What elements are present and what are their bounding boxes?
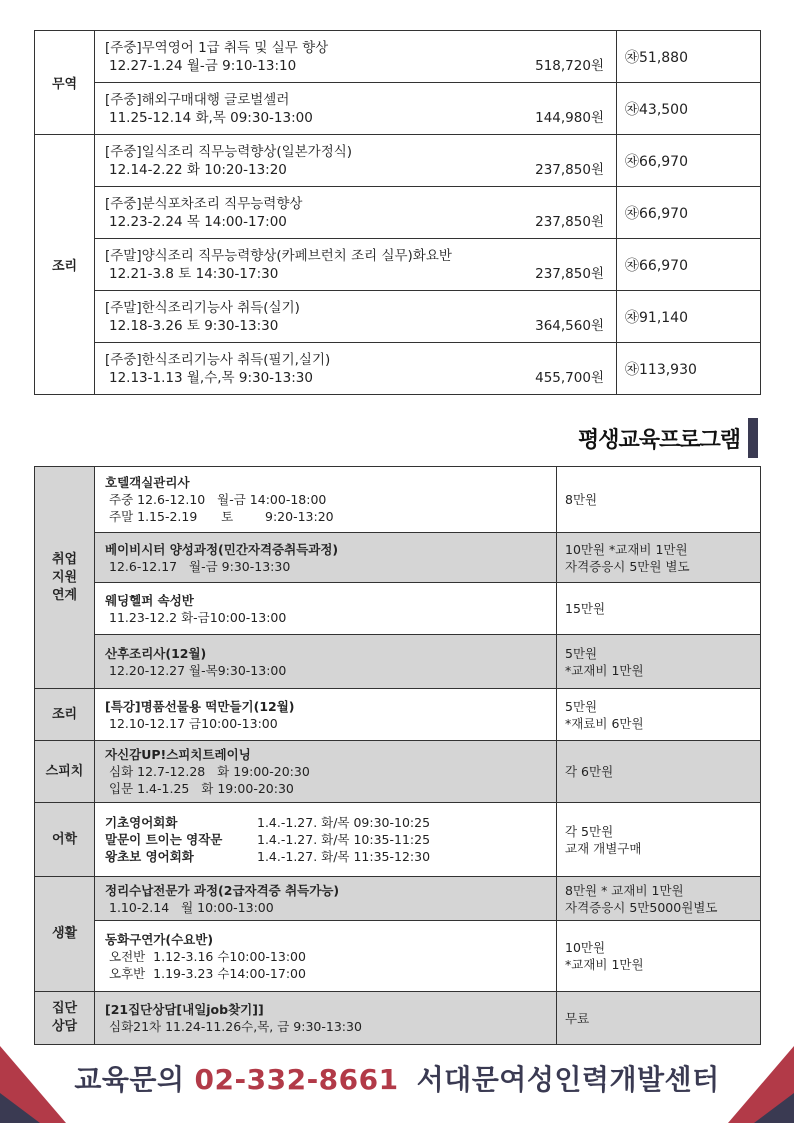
course-price: 144,980원 <box>535 110 604 126</box>
list-item <box>105 831 548 848</box>
course-price: 518,720원 <box>535 58 604 74</box>
self-pay-cell: ㉶113,930 <box>617 343 761 395</box>
table-row <box>35 741 761 803</box>
course-title: [주중]무역영어 1급 취득 및 실무 향상 <box>105 40 329 56</box>
course-cell <box>95 533 557 583</box>
table-row <box>35 921 761 992</box>
course-schedule: 1.10-2.14 월 10:00-13:00 <box>109 899 274 915</box>
table-row <box>35 83 761 135</box>
course-schedule: 12.21-3.8 토 14:30-17:30 <box>109 266 279 282</box>
course-cell <box>95 583 557 635</box>
course-title: 정리수납전문가 과정(2급자격증 취득가능) <box>105 882 340 898</box>
course-cell <box>95 135 617 187</box>
course-title: 산후조리사(12월) <box>105 645 207 661</box>
course-schedule: 오후반 1.19-3.23 수14:00-17:00 <box>109 965 306 981</box>
category-cell <box>35 741 95 803</box>
course-schedule: 주중 12.6-12.10 월-금 14:00-18:00 <box>109 492 327 507</box>
category-cell: 조리 <box>35 135 95 395</box>
footer-center-name: 서대문여성인력개발센터 <box>416 1063 720 1096</box>
table-row <box>35 803 761 877</box>
course-schedule: 1.4.-1.27. 화/목 11:35-12:30 <box>257 849 431 864</box>
table-row <box>35 992 761 1045</box>
course-title: 동화구연가(수요반) <box>105 931 214 947</box>
course-schedule: 입문 1.4-1.25 화 19:00-20:30 <box>109 781 294 796</box>
fee-text: 10만원 *교재비 1만원 <box>565 541 688 557</box>
fee-cell <box>557 689 761 741</box>
course-schedule: 주말 1.15-2.19 토 9:20-13:20 <box>109 509 334 524</box>
category-label: 조리 <box>51 706 78 722</box>
course-schedule: 11.23-12.2 화-금10:00-13:00 <box>109 609 287 625</box>
course-schedule: 심화21차 11.24-11.26수,목, 금 9:30-13:30 <box>109 1019 362 1034</box>
table-row <box>35 31 761 83</box>
fee-cell <box>557 583 761 635</box>
course-cell <box>95 689 557 741</box>
self-pay-cell: ㉶91,140 <box>617 291 761 343</box>
fee-text: 무료 <box>565 1010 590 1026</box>
course-title: 왕초보 영어회화 <box>105 849 194 864</box>
course-schedule: 1.4.-1.27. 화/목 10:35-11:25 <box>257 832 431 847</box>
course-title: [21집단상담[내일job찾기]] <box>105 1002 264 1017</box>
table-row <box>35 467 761 533</box>
table-row <box>35 689 761 741</box>
course-price: 364,560원 <box>535 318 604 334</box>
course-title: 호텔객실관리사 <box>105 475 190 490</box>
course-cell <box>95 992 557 1045</box>
fee-text: 15만원 <box>565 601 606 616</box>
course-table-top <box>34 30 761 395</box>
table-row <box>35 187 761 239</box>
course-title: [주말]한식조리기능사 취득(실기) <box>105 300 300 316</box>
fee-cell <box>557 921 761 992</box>
course-schedule: 12.18-3.26 토 9:30-13:30 <box>109 318 279 334</box>
fee-note: 자격증응시 5만5000원별도 <box>565 899 718 915</box>
category-label: 집단 상담 <box>51 1001 78 1034</box>
course-cell <box>95 635 557 689</box>
course-schedule: 11.25-12.14 화,목 09:30-13:00 <box>109 110 313 126</box>
table-row <box>35 239 761 291</box>
fee-cell <box>557 877 761 921</box>
fee-text: 8만원 * 교재비 1만원 <box>565 882 684 898</box>
fee-cell <box>557 467 761 533</box>
course-title: [주말]양식조리 직무능력향상(카페브런치 조리 실무)화요반 <box>105 248 452 264</box>
course-cell <box>95 803 557 877</box>
category-cell <box>35 689 95 741</box>
fee-cell <box>557 803 761 877</box>
table-row <box>35 533 761 583</box>
self-pay-cell: ㉶66,970 <box>617 187 761 239</box>
category-label: 스피치 <box>45 763 84 779</box>
course-cell <box>95 187 617 239</box>
fee-note: *교재비 1만원 <box>565 957 644 972</box>
course-cell <box>95 83 617 135</box>
fee-note: *교재비 1만원 <box>565 662 644 678</box>
course-schedule: 12.6-12.17 월-금 9:30-13:30 <box>109 558 291 574</box>
table-row <box>35 135 761 187</box>
list-item <box>105 848 548 865</box>
course-title: [특강]명품선물용 떡만들기(12월) <box>105 698 295 714</box>
category-cell: 무역 <box>35 31 95 135</box>
fee-text: 10만원 <box>565 940 606 955</box>
fee-text: 각 5만원 <box>565 823 614 839</box>
category-label: 취업 지원 연계 <box>51 551 78 603</box>
fee-note: *재료비 6만원 <box>565 715 644 731</box>
heading-accent-bar <box>748 418 758 458</box>
course-title: 웨딩헬퍼 속성반 <box>105 592 194 608</box>
course-schedule: 12.10-12.17 금10:00-13:00 <box>109 715 278 731</box>
course-schedule: 12.27-1.24 월-금 9:10-13:10 <box>109 58 297 74</box>
footer <box>0 1046 794 1123</box>
fee-note: 교재 개별구매 <box>565 840 642 856</box>
course-title: 기초영어회화 <box>105 815 178 830</box>
course-schedule: 12.14-2.22 화 10:20-13:20 <box>109 162 287 178</box>
table-row <box>35 635 761 689</box>
table-row <box>35 877 761 921</box>
course-title: 베이비시터 양성과정(민간자격증취득과정) <box>105 541 339 557</box>
category-cell <box>35 803 95 877</box>
self-pay-cell: ㉶43,500 <box>617 83 761 135</box>
course-title: [주중]해외구매대행 글로벌셀러 <box>105 92 290 108</box>
course-price: 455,700원 <box>535 370 604 386</box>
category-cell <box>35 877 95 992</box>
fee-cell <box>557 635 761 689</box>
course-cell <box>95 741 557 803</box>
fee-cell <box>557 992 761 1045</box>
course-schedule: 12.20-12.27 월-목9:30-13:00 <box>109 662 287 678</box>
course-cell <box>95 467 557 533</box>
fee-text: 5만원 <box>565 698 598 714</box>
category-label: 어학 <box>51 831 78 847</box>
course-cell <box>95 877 557 921</box>
fee-note: 자격증응시 5만원 별도 <box>565 558 690 574</box>
course-cell <box>95 31 617 83</box>
fee-cell <box>557 533 761 583</box>
course-cell <box>95 239 617 291</box>
course-cell <box>95 291 617 343</box>
course-schedule: 1.4.-1.27. 화/목 09:30-10:25 <box>257 815 431 830</box>
footer-label: 교육문의 <box>74 1063 185 1096</box>
fee-text: 8만원 <box>565 492 598 507</box>
category-cell <box>35 467 95 689</box>
self-pay-cell: ㉶51,880 <box>617 31 761 83</box>
footer-contact <box>0 1058 794 1098</box>
self-pay-cell: ㉶66,970 <box>617 135 761 187</box>
course-cell <box>95 921 557 992</box>
course-schedule: 12.23-2.24 목 14:00-17:00 <box>109 214 287 230</box>
course-title: [주중]분식포차조리 직무능력향상 <box>105 196 303 212</box>
course-price: 237,850원 <box>535 214 604 230</box>
course-cell <box>95 343 617 395</box>
fee-text: 5만원 <box>565 645 598 661</box>
course-schedule: 12.13-1.13 월,수,목 9:30-13:30 <box>109 370 313 386</box>
footer-phone[interactable]: 02-332-8661 <box>194 1063 399 1096</box>
category-label: 생활 <box>51 926 78 941</box>
fee-text: 각 6만원 <box>565 764 614 779</box>
list-item <box>105 814 548 831</box>
course-price: 237,850원 <box>535 266 604 282</box>
course-price: 237,850원 <box>535 162 604 178</box>
course-title: [주중]일식조리 직무능력향상(일본가정식) <box>105 144 353 160</box>
category-cell <box>35 992 95 1045</box>
self-pay-cell: ㉶66,970 <box>617 239 761 291</box>
table-row <box>35 583 761 635</box>
table-row <box>35 291 761 343</box>
section-heading <box>578 418 758 458</box>
section-heading-text: 평생교육프로그램 <box>577 427 740 453</box>
lifelong-program-table <box>34 466 761 1045</box>
course-title: [주중]한식조리기능사 취득(필기,실기) <box>105 352 331 368</box>
course-schedule: 심화 12.7-12.28 화 19:00-20:30 <box>109 764 310 779</box>
course-title: 자신감UP!스피치트레이닝 <box>105 747 251 762</box>
table-row <box>35 343 761 395</box>
course-schedule: 오전반 1.12-3.16 수10:00-13:00 <box>109 948 306 964</box>
course-title: 말문이 트이는 영작문 <box>105 832 223 847</box>
fee-cell <box>557 741 761 803</box>
